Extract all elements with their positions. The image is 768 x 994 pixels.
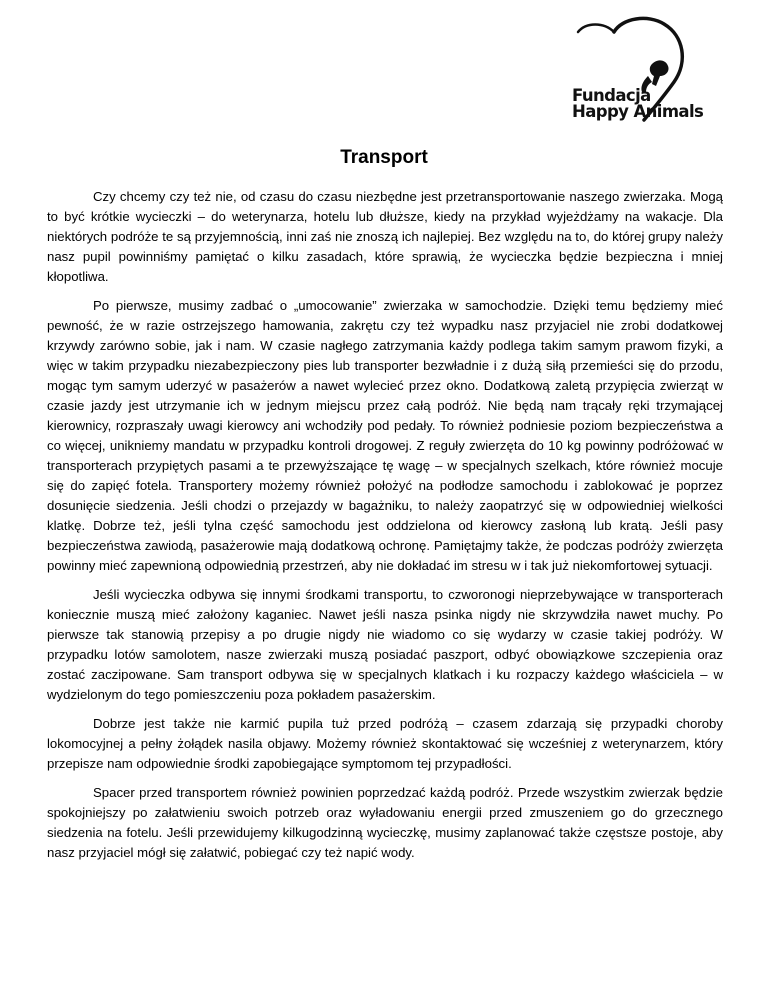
paragraph: Czy chcemy czy też nie, od czasu do czasu niezbędne jest przetransportowanie naszego zwierzaka. Mogą to być krótkie wycieczki – do weterynarza, hotelu lub dłuższe, kiedy na przykład wyjeżdżamy na wakacje. Dla niektórych podróże te są przyjemnością, inni zaś nie znoszą ich najlepiej. Bez względu na to, do której grupy należy nasz pupil powinniśmy pamiętać o kilku zasadach, które sprawią, że wycieczka będzie bezpieczna i mniej kłopotliwa. <box>47 189 723 284</box>
paragraph: Dobrze jest także nie karmić pupila tuż przed podróżą – czasem zdarzają się przypadki choroby lokomocyjnej a pełny żołądek nasila objawy. Możemy również skontaktować się wcześniej z weterynarzem, który przepisze nam odpowiednie środki zapobiegające symptomom tej przypadłości. <box>47 716 723 771</box>
logo-line-1: Fundacja <box>572 86 651 105</box>
paragraph: Spacer przed transportem również powinien poprzedzać każdą podróż. Przede wszystkim zwierzak będzie spokojniejszy po załatwieniu swoich potrzeb oraz wyładowaniu energii przed zmuszeniem go do grzecznego siedzenia na fotelu. Jeśli przewidujemy kilkugodzinną wycieczkę, musimy zaplanować także częstsze postoje, aby nasz przyjaciel mógł się załatwić, pobiegać czy też napić wody. <box>47 785 723 860</box>
page-title: Transport <box>340 147 428 168</box>
article-body <box>47 187 723 872</box>
fundacja-happy-animals-logo <box>560 16 704 124</box>
paragraph: Po pierwsze, musimy zadbać o „umocowanie” zwierzaka w samochodzie. Dzięki temu będziemy mieć pewność, że w razie ostrzejszego hamowania, zakrętu czy też wypadku nasz przyjaciel nie zrobi dodatkowej krzywdy zarówno sobie, jak i nam. W czasie nagłego zatrzymania każdy podlega takim samym prawom fizyki, a więc w takim przypadku niezabezpieczony pies lub transporter bezwładnie i z dużą siłą przemieści się do przodu, mogąc tym samym uderzyć w pasażerów a nawet wylecieć przez okno. Dodatkową zaletą przypięcia zwierząt w czasie jazdy jest utrzymanie ich w jednym miejscu przez całą podróż. Nie będą nam trącały ręki trzymającej kierownicy, rozpraszały uwagi kierowcy ani wchodziły pod pedały. To również podniesie poziom bezpieczeństwa a co więcej, unikniemy mandatu w przypadku kontroli drogowej. Z reguły zwierzęta do 10 kg powinny podróżować w transporterach przypiętych pasami a te przewyższające tę wagę – w specjalnych szelkach, które również mocuje się do zapięć fotela. Transportery możemy również położyć na podłodze samochodu i zablokować je poprzez dosunięcie siedzenia. Jeśli chodzi o przejazdy w bagażniku, to należy zaopatrzyć się w odpowiedniej wielkości klatkę. Dobrze też, jeśli tylna część samochodu jest oddzielona od kierowcy zasłoną lub kratą. Jeśli pasy bezpieczeństwa zawiodą, pasażerowie mają dodatkową ochronę. Pamiętajmy także, że podczas podróży zwierzęta powinny mieć zapewnioną odpowiednią przestrzeń, aby nie dokładać im stresu w i tak już niekomfortowej sytuacji. <box>47 298 723 573</box>
paragraph: Jeśli wycieczka odbywa się innymi środkami transportu, to czworonogi nieprzebywające w transporterach koniecznie muszą mieć założony kaganiec. Nawet jeśli nasza psinka nigdy nie skrzywdziła nawet muchy. Po pierwsze tak stanowią przepisy a po drugie nigdy nie wiadomo co się wydarzy w czasie takiej podróży. W przypadku lotów samolotem, nasze zwierzaki muszą posiadać paszport, odbyć obowiązkowe szczepienia oraz zostać zaczipowane. Sam transport odbywa się w specjalnych klatkach i ku rozpaczy każdego właściciela – w wydzielonym do tego pomieszczeniu poza pokładem pasażerskim. <box>47 587 723 702</box>
logo-line-2: Happy Animals <box>572 102 704 121</box>
